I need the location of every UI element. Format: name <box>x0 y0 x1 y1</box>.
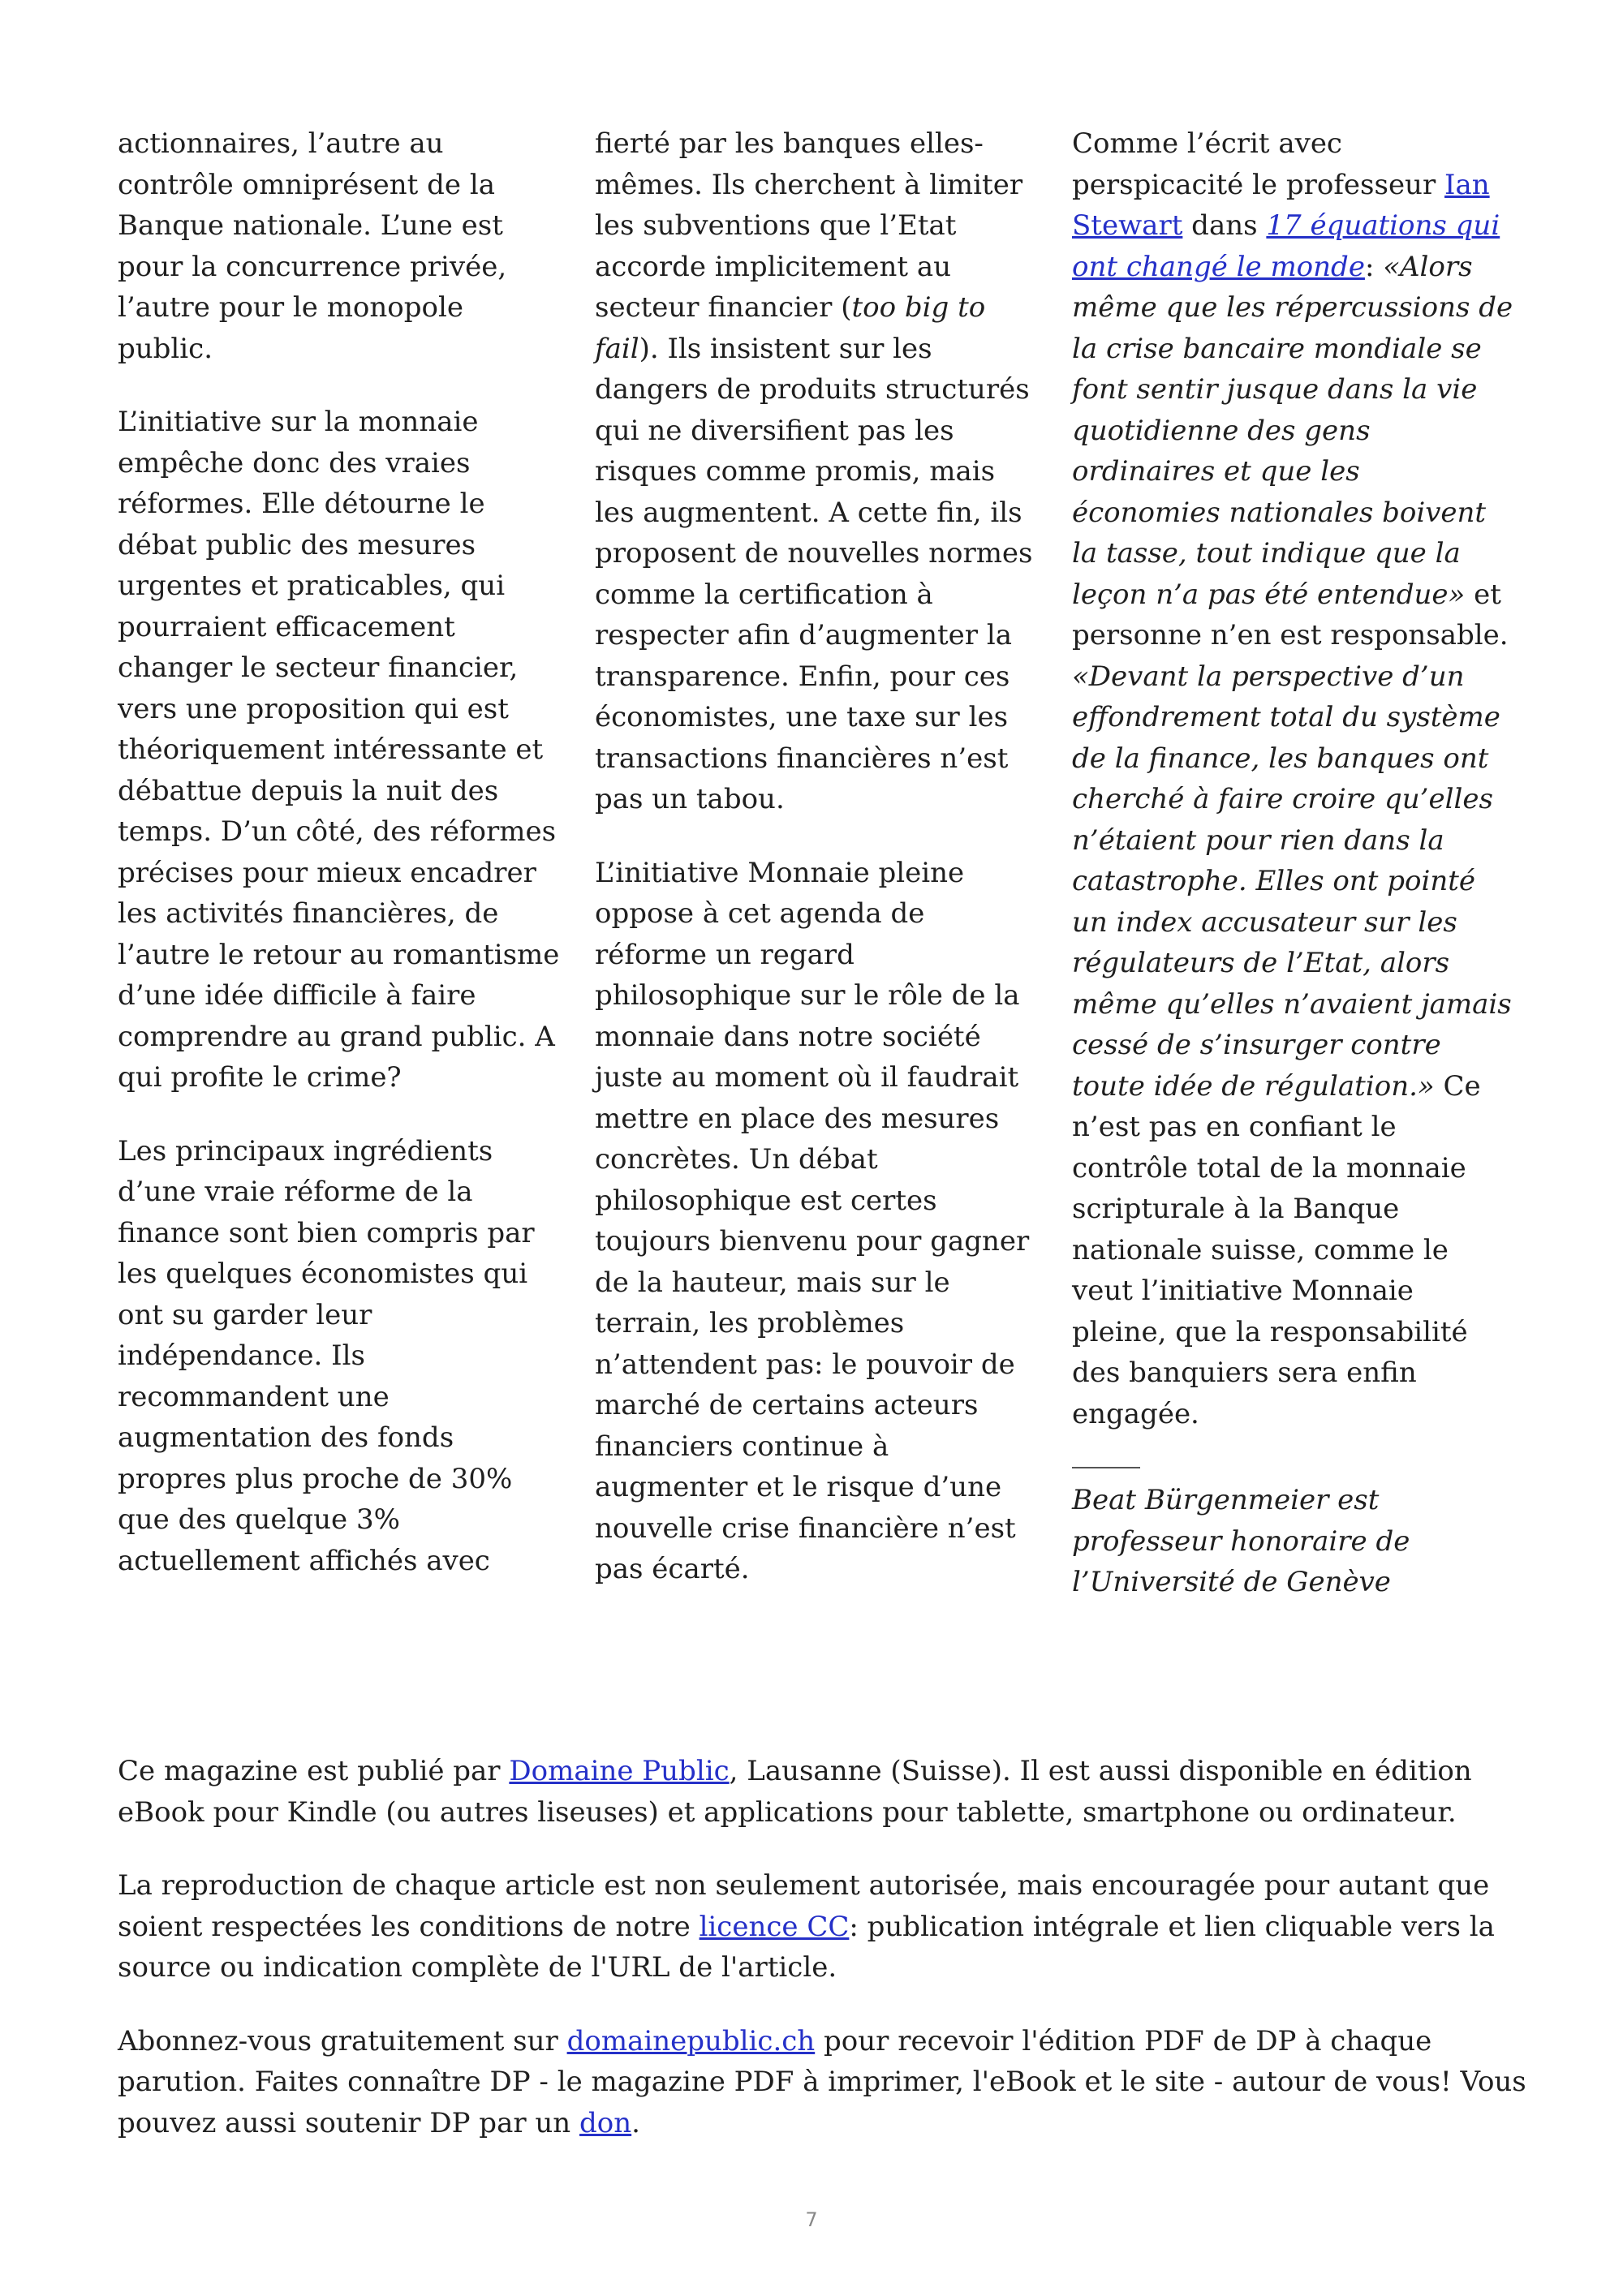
author-signature <box>1072 1480 1514 1603</box>
text-span: et personne n’en est responsable. <box>1072 578 1509 651</box>
author-link[interactable]: Ian Stewart <box>1072 168 1490 242</box>
footer-paragraph <box>118 2021 1530 2144</box>
text-span: : publication intégrale et lien cliquable vers la source ou indication complète de l'URL de l'article. <box>118 1910 1495 1984</box>
paragraph <box>595 123 1037 820</box>
article-column-3 <box>1072 123 1514 1636</box>
emphasis-text: too big to fail <box>595 291 986 365</box>
text-span: La reproduction de chaque article est non seulement autorisée, mais encouragée pour autant que soient respectées les conditions de notre <box>118 1869 1490 1943</box>
text-span: Comme l’écrit avec perspicacité le professeur <box>1072 127 1445 201</box>
licence-cc-link[interactable]: licence CC <box>699 1910 850 1943</box>
text-span: Ce n’est pas en confiant le contrôle total de la monnaie scripturale à la Banque nationale suisse, comme le veut l’initiative Monnaie pleine, que la responsabilité des banquiers sera enfin engagée. <box>1072 1069 1481 1430</box>
text-span: , Lausanne (Suisse). Il est aussi disponible en édition eBook pour Kindle (ou autres liseuses) et applications pour tablette, smartphone ou ordinateur. <box>118 1755 1472 1829</box>
magazine-footer <box>118 1751 1530 2176</box>
article-column-2 <box>595 123 1037 1623</box>
footer-paragraph <box>118 1865 1530 1989</box>
article-columns <box>118 123 1522 1598</box>
domaine-public-link[interactable]: Domaine Public <box>509 1755 730 1787</box>
paragraph: L’initiative Monnaie pleine oppose à cet agenda de réforme un regard philosophique sur le rôle de la monnaie dans notre société juste au moment où il faudrait mettre en place des mesures concrètes. Un débat philosophique est certes toujours bienvenu pour gagner de la hauteur, mais sur le terrain, les problèmes n’attendent pas: le pouvoir de marché de certains acteurs financiers continue à augmenter et le risque d’une nouvelle crise financière n’est pas écarté. <box>595 856 1030 1585</box>
text-span: Ce magazine est publié par <box>118 1755 510 1787</box>
text-span: Abonnez-vous gratuitement sur <box>118 2024 567 2057</box>
text-span: pour recevoir l'édition PDF de DP à chaque parution. Faites connaître DP - le magazine PDF à imprimer, l'eBook et le site - autour de vous! Vous pouvez aussi soutenir DP par un <box>118 2024 1526 2139</box>
signature-text: Beat Bürgenmeier est professeur honoraire de l’Université de Genève <box>1072 1484 1410 1598</box>
signature-divider <box>1072 1467 1140 1468</box>
paragraph: Les principaux ingrédients d’une vraie réforme de la finance sont bien compris par les quelques économistes qui ont su garder leur indépendance. Ils recommandent une augmentation des fonds propres plus proche de 30% que des quelque 3% actuellement affichés avec <box>118 1134 535 1577</box>
book-title: 17 équations qui ont changé le monde <box>1072 209 1500 283</box>
quote-text: «Devant la perspective d’un effondrement total du système de la finance, les banques ont cherché à faire croire qu’elles n’étaient pour rien dans la catastrophe. Elles ont pointé un index accusateur sur les régulateurs de l’Etat, alors même qu’elles n’avaient jamais cessé de s’insurger contre toute idée de régulation.» <box>1072 660 1512 1103</box>
footer-paragraph <box>118 1751 1530 1833</box>
don-link[interactable]: don <box>579 2106 632 2139</box>
text-span: : <box>1364 250 1384 283</box>
text-span: ). Ils insistent sur les dangers de produits structurés qui ne diversifient pas les risques comme promis, mais les augmentent. A cette fin, ils proposent de nouvelles normes comme la certification à respecter afin d’augmenter la transparence. Enfin, pour ces économistes, une taxe sur les transactions financières n’est pas un tabou. <box>595 332 1033 815</box>
page-number: 7 <box>805 2208 818 2231</box>
text-span: dans <box>1182 209 1267 242</box>
article-column-1 <box>118 123 560 1614</box>
text-span: . <box>631 2106 640 2139</box>
paragraph <box>1072 123 1514 1434</box>
domainepublic-ch-link[interactable]: domainepublic.ch <box>566 2024 816 2057</box>
paragraph: actionnaires, l’autre au contrôle omniprésent de la Banque nationale. L’une est pour la concurrence privée, l’autre pour le monopole public. <box>118 127 507 365</box>
text-span: fierté par les banques elles-mêmes. Ils cherchent à limiter les subventions que l’Etat accorde implicitement au secteur financier ( <box>595 127 1023 324</box>
quote-text: «Alors même que les répercussions de la crise bancaire mondiale se font sentir jusque dans la vie quotidienne des gens ordinaires et que les économies nationales boivent la tasse, tout indique que la leçon n’a pas été entendue» <box>1072 250 1513 611</box>
paragraph: L’initiative sur la monnaie empêche donc des vraies réformes. Elle détourne le débat public des mesures urgentes et praticables, qui pourraient efficacement changer le secteur financier, vers une proposition qui est théoriquement intéressante et débattue depuis la nuit des temps. D’un côté, des réformes précises pour mieux encadrer les activités financières, de l’autre le retour au romantisme d’une idée difficile à faire comprendre au grand public. A qui profite le crime? <box>118 406 560 1094</box>
